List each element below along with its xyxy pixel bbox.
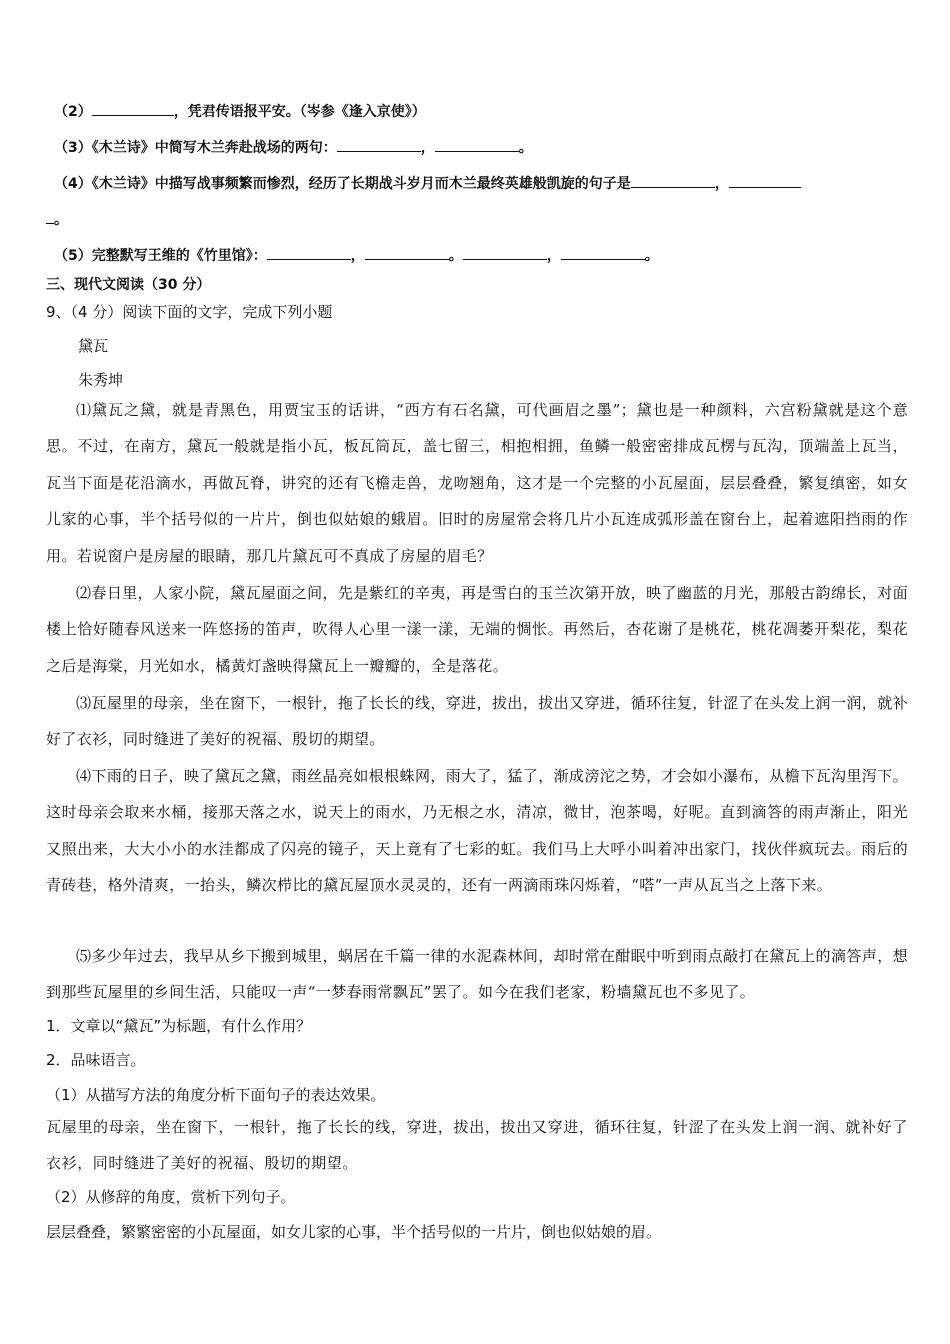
answer-blank[interactable] [729,173,801,188]
sub-question-2-2: （2）从修辞的角度，赏析下列句子。 [46,1188,296,1206]
question-2 [54,101,426,122]
question-9-intro: 9、（4 分）阅读下面的文字，完成下列小题 [46,303,333,321]
answer-blank[interactable] [561,245,645,260]
sub-question-1: 1．文章以“黛瓦”为标题，有什么作用？ [46,1017,312,1035]
answer-blank[interactable] [463,245,547,260]
question-3-number: （3） [54,140,92,156]
question-4-number: （4） [54,176,92,192]
answer-blank[interactable] [365,245,449,260]
answer-blank[interactable] [631,173,715,188]
answer-blank[interactable] [267,245,351,260]
article-title: 黛瓦 [78,337,109,355]
article-paragraph-3: ⑶瓦屋里的母亲，坐在窗下，一根针，拖了长长的线，穿进，拔出，拔出又穿进，循环往复，针涩了在头发上润一润，就补好了衣衫，同时缝进了美好的祝福、殷切的期望。 [46,694,908,749]
question-2-number: （2） [54,104,92,120]
sub-question-2-2-quote: 层层叠叠，繁繁密密的小瓦屋面，如女儿家的心事，半个括号似的一片片，倒也似姑娘的眉。 [46,1223,662,1241]
question-4 [54,173,801,194]
punctuation: 。 [518,140,533,156]
question-2-text: ，凭君传语报平安。（岑参《逢入京使》） [173,104,426,120]
punctuation: 。 [448,248,463,264]
article-paragraph-4: ⑷下雨的日子，映了黛瓦之黛，雨丝晶亮如根根蛛网，雨大了，猛了，渐成滂沱之势，才会如小瀑布，从檐下瓦沟里泻下。这时母亲会取来水桶，接那天落之水，说天上的雨水，乃无根之水，清凉，微甘，泡茶喝，好呢。直到滴答的雨声渐止，阳光又照出来，大大小小的水洼都成了闪亮的镜子，天上竟有了七彩的虹。我们马上大呼小叫着冲出家门，找伙伴疯玩去。雨后的青砖巷，格外清爽，一抬头，鳞次栉比的黛瓦屋顶水灵灵的，还有一两滴雨珠闪烁着，“嗒”一声从瓦当之上落下来。 [46,767,908,895]
question-4-text: 《木兰诗》中描写战事频繁而惨烈，经历了长期战斗岁月而木兰最终英雄般凯旋的句子是 [91,176,631,192]
sub-question-2-1-quote: 瓦屋里的母亲，坐在窗下，一根针，拖了长长的线，穿进，拔出，拔出又穿进，循环往复，针涩了在头发上润一润、就补好了衣衫，同时缝进了美好的祝福、殷切的期望。 [46,1118,908,1172]
punctuation: 。 [644,248,659,264]
question-3-text: 《木兰诗》中简写木兰奔赴战场的两句： [91,140,337,156]
question-5-number: （5） [54,248,92,264]
answer-blank[interactable] [337,137,421,152]
punctuation: ， [420,140,435,156]
punctuation: ， [546,248,561,264]
question-3 [54,137,533,158]
sub-question-2-1: （1）从描写方法的角度分析下面句子的表达效果。 [46,1086,386,1104]
punctuation: 。 [54,212,68,228]
section-heading: 三、现代文阅读（30 分） [46,277,211,293]
question-4-continued [46,209,68,230]
punctuation: ， [350,248,365,264]
article-author: 朱秀坤 [78,371,124,389]
article-paragraph-2: ⑵春日里，人家小院，黛瓦屋面之间，先是紫红的辛夷，再是雪白的玉兰次第开放，映了幽蓝的月光，那般古韵绵长，对面楼上恰好随春风送来一阵悠扬的笛声，吹得人心里一漾一漾，无端的惆怅。再然后，杏花谢了是桃花，桃花凋萎开梨花，梨花之后是海棠，月光如水，橘黄灯盏映得黛瓦上一瓣瓣的，全是落花。 [46,584,908,675]
punctuation: ， [714,176,729,192]
question-5-text: 完整默写王维的《竹里馆》： [91,248,267,264]
answer-blank[interactable] [435,137,519,152]
question-5 [54,245,659,266]
answer-blank[interactable] [92,101,174,116]
answer-blank[interactable] [46,209,54,224]
article-paragraph-1: ⑴黛瓦之黛，就是青黑色，用贾宝玉的话讲，“西方有石名黛，可代画眉之墨”；黛也是一种颜料，六宫粉黛就是这个意思。不过，在南方，黛瓦一般就是指小瓦，板瓦筒瓦，盖七留三，相抱相拥，鱼鳞一般密密排成瓦楞与瓦沟，顶端盖上瓦当，瓦当下面是花沿滴水，再做瓦脊，讲究的还有飞檐走兽，龙吻翘角，这才是一个完整的小瓦屋面，层层叠叠，繁复缜密，如女儿家的心事，半个括号似的一片片，倒也似姑娘的蛾眉。旧时的房屋常会将几片小瓦连成弧形盖在窗台上，起着遮阳挡雨的作用。若说窗户是房屋的眼睛，那几片黛瓦可不真成了房屋的眉毛？ [46,401,908,565]
sub-question-2: 2．品味语言。 [46,1051,146,1069]
article-paragraph-5: ⑸多少年过去，我早从乡下搬到城里，蜗居在千篇一律的水泥森林间，却时常在酣眠中听到雨点敲打在黛瓦上的滴答声，想到那些瓦屋里的乡间生活，只能叹一声“一梦春雨常飘瓦”罢了。如今在我们老家，粉墙黛瓦也不多见了。 [46,947,908,1002]
